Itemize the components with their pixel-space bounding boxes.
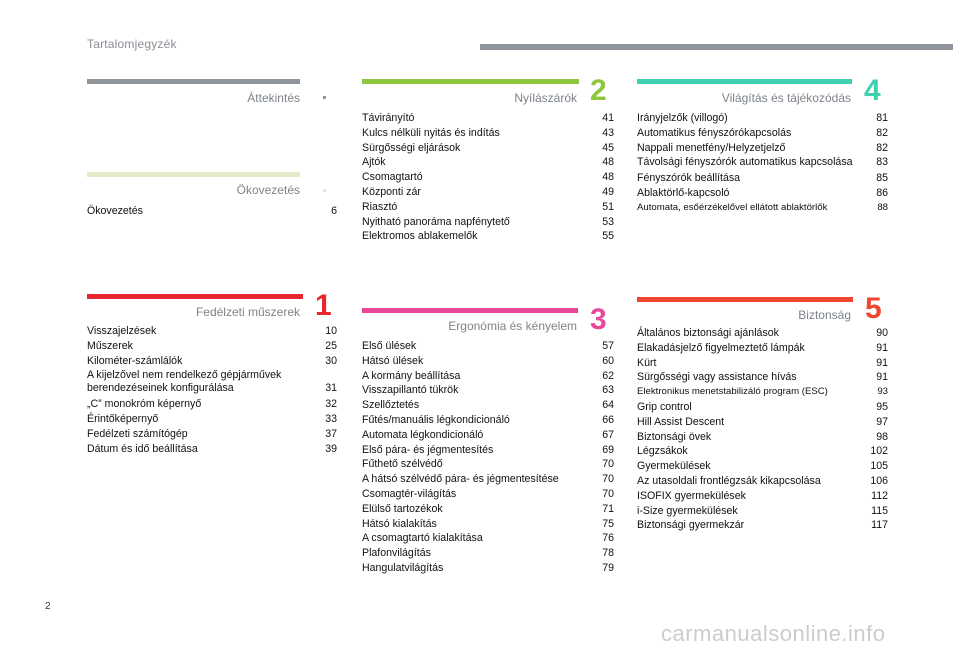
- toc-entry-page: 31: [325, 382, 337, 395]
- section-number: 2: [590, 74, 607, 107]
- toc-entry-label: Központi zár: [362, 185, 421, 198]
- toc-entry[interactable]: [637, 201, 888, 216]
- toc-entry-label: Hátsó ülések: [362, 354, 424, 367]
- toc-entry[interactable]: [87, 442, 337, 457]
- toc-entry[interactable]: [362, 354, 614, 369]
- toc-entry-label: Érintőképernyő: [87, 413, 159, 426]
- toc-entry[interactable]: [637, 504, 888, 519]
- toc-entry[interactable]: [637, 126, 888, 141]
- toc-entry-page: 105: [870, 460, 888, 473]
- toc-entry-label: Hill Assist Descent: [637, 415, 725, 428]
- toc-entry-label: Elakadásjelző figyelmeztető lámpák: [637, 341, 805, 354]
- toc-entry-page: 88: [877, 201, 888, 213]
- toc-entry-label: Kulcs nélküli nyitás és indítás: [362, 126, 500, 139]
- header-divider-bar: [480, 44, 953, 50]
- toc-entry-page: 91: [876, 356, 888, 369]
- toc-entry[interactable]: [362, 531, 614, 546]
- section-bar: [637, 297, 853, 302]
- toc-entry-label: Nappali menetfény/Helyzetjelző: [637, 141, 786, 154]
- toc-entry-label: Grip control: [637, 400, 692, 413]
- toc-entry-label: Sürgősségi vagy assistance hívás: [637, 371, 797, 384]
- toc-entry[interactable]: [637, 156, 888, 169]
- toc-entry[interactable]: [362, 472, 614, 487]
- toc-entry-label: Távolsági fényszórók automatikus kapcsolása: [637, 156, 853, 169]
- toc-entry[interactable]: [362, 546, 614, 561]
- toc-entry[interactable]: [362, 111, 614, 126]
- section-number: 1: [315, 289, 332, 322]
- toc-entry-page: 81: [876, 112, 888, 124]
- section-title: Biztonság: [798, 308, 851, 322]
- toc-entry-page: 91: [876, 341, 888, 354]
- toc-entry-page: 83: [876, 156, 888, 169]
- toc-entry-page: 98: [876, 430, 888, 443]
- toc-entry[interactable]: [637, 444, 888, 459]
- toc-entry[interactable]: [362, 339, 614, 354]
- toc-entry-page: 39: [325, 442, 337, 455]
- toc-entry-page: 79: [602, 561, 614, 574]
- toc-entry[interactable]: [87, 412, 337, 427]
- toc-entry-page: 95: [876, 400, 888, 413]
- toc-entry-page: 63: [602, 384, 614, 397]
- toc-entry[interactable]: [637, 518, 888, 533]
- toc-entry-label: Automatikus fényszórókapcsolás: [637, 126, 792, 139]
- toc-entry-label: Riasztó: [362, 200, 398, 213]
- toc-entry[interactable]: [362, 443, 614, 458]
- toc-entry[interactable]: [637, 474, 888, 489]
- toc-list: [362, 339, 614, 576]
- toc-entry-page: 67: [602, 428, 614, 441]
- toc-list: [637, 326, 888, 533]
- toc-entry-label: Kilométer-számlálók: [87, 354, 183, 367]
- toc-entry-label: Hátsó kialakítás: [362, 517, 437, 530]
- page-header-title: Tartalomjegyzék: [87, 37, 177, 51]
- toc-entry-label: Fényszórók beállítása: [637, 172, 741, 185]
- toc-entry[interactable]: [362, 229, 614, 244]
- toc-entry-page: 112: [871, 489, 888, 502]
- section-number: 5: [865, 292, 882, 325]
- toc-entry[interactable]: [87, 369, 337, 395]
- toc-entry[interactable]: [637, 341, 888, 356]
- toc-entry-page: 82: [876, 141, 888, 154]
- toc-entry[interactable]: [362, 170, 614, 185]
- toc-entry-label: Első pára- és jégmentesítés: [362, 443, 494, 456]
- toc-entry[interactable]: [362, 487, 614, 502]
- toc-list: [637, 111, 888, 216]
- toc-entry-page: 41: [602, 112, 614, 124]
- toc-entry-label: Ökovezetés: [87, 205, 143, 217]
- toc-entry[interactable]: [362, 413, 614, 428]
- section-bar: [637, 79, 852, 84]
- section-bar: [87, 79, 300, 84]
- toc-entry-page: 85: [876, 172, 888, 185]
- toc-entry-page: 51: [602, 200, 614, 213]
- toc-entry-page: 86: [876, 187, 888, 200]
- toc-entry[interactable]: [362, 200, 614, 215]
- toc-entry-page: 75: [602, 517, 614, 530]
- toc-entry[interactable]: [87, 339, 337, 354]
- section-bar: [87, 294, 303, 299]
- toc-entry-label: Automata légkondicionáló: [362, 428, 484, 441]
- toc-entry-label: Szellőztetés: [362, 399, 420, 412]
- toc-entry[interactable]: [87, 397, 337, 412]
- toc-entry-page: 10: [325, 325, 337, 337]
- toc-entry-label: Elülső tartozékok: [362, 502, 443, 515]
- toc-entry-page: 97: [876, 415, 888, 428]
- section-title: Áttekintés: [247, 91, 300, 105]
- section-title: Fedélzeti műszerek: [195, 305, 300, 319]
- toc-entry-page: 57: [602, 340, 614, 352]
- toc-entry-label: ISOFIX gyermekülések: [637, 489, 746, 502]
- toc-entry[interactable]: [362, 428, 614, 443]
- toc-list: [87, 204, 337, 219]
- toc-entry[interactable]: [362, 141, 614, 156]
- toc-entry-page: 45: [602, 141, 614, 154]
- toc-entry-label: Biztonsági gyermekzár: [637, 519, 745, 532]
- toc-entry[interactable]: [362, 398, 614, 413]
- toc-entry-page: 93: [877, 386, 888, 398]
- toc-entry-label: Első ülések: [362, 340, 417, 352]
- toc-entry[interactable]: [362, 215, 614, 230]
- toc-entry-label: Biztonsági övek: [637, 430, 712, 443]
- toc-entry-label: Ajtók: [362, 156, 386, 169]
- toc-entry-page: 70: [602, 473, 614, 486]
- toc-entry[interactable]: [362, 561, 614, 576]
- toc-entry-label: A csomagtartó kialakítása: [362, 532, 483, 545]
- toc-entry-label: Irányjelzők (villogó): [637, 112, 728, 124]
- toc-entry-label: Nyitható panoráma napfénytető: [362, 215, 510, 228]
- section-title: Nyílászárók: [514, 91, 577, 105]
- section-bar: [362, 308, 578, 313]
- section-title: Világítás és tájékozódás: [721, 91, 851, 105]
- toc-entry-page: 32: [325, 398, 337, 411]
- toc-entry[interactable]: [637, 459, 888, 474]
- toc-entry-label: „C” monokróm képernyő: [87, 398, 202, 411]
- toc-entry[interactable]: [637, 111, 888, 126]
- toc-entry-page: 78: [602, 547, 614, 560]
- toc-entry-page: 48: [602, 171, 614, 184]
- toc-entry[interactable]: [362, 457, 614, 472]
- toc-entry-page: 71: [602, 502, 614, 515]
- toc-entry-label: A hátsó szélvédő pára- és jégmentesítése: [362, 473, 559, 486]
- toc-entry-page: 49: [602, 185, 614, 198]
- toc-entry-page: 82: [876, 126, 888, 139]
- watermark: carmanualsonline.info: [661, 621, 886, 646]
- toc-entry-page: 117: [871, 519, 888, 532]
- toc-entry-page: 53: [602, 215, 614, 228]
- toc-entry-label: Hangulatvilágítás: [362, 561, 444, 574]
- toc-entry-label: Általános biztonsági ajánlások: [637, 327, 779, 339]
- toc-entry-page: 6: [331, 205, 337, 217]
- toc-entry-page: 102: [870, 445, 888, 458]
- toc-entry[interactable]: [87, 324, 337, 339]
- toc-entry-label: Légzsákok: [637, 445, 688, 458]
- toc-entry-page: 25: [325, 339, 337, 352]
- toc-entry-label: Gyermekülések: [637, 460, 711, 473]
- toc-entry-label: Az utasoldali frontlégzsák kikapcsolása: [637, 474, 821, 487]
- toc-entry-label: Visszapillantó tükrök: [362, 384, 459, 397]
- toc-entry-label: Elektromos ablakemelők: [362, 230, 478, 243]
- toc-list: [362, 111, 614, 244]
- toc-entry-page: 69: [602, 443, 614, 456]
- section-title: Ökovezetés: [236, 183, 300, 197]
- toc-entry-page: 91: [876, 371, 888, 384]
- toc-entry-label: A kijelzővel nem rendelkező gépjárművek berendezéseinek konfigurálása: [87, 369, 282, 395]
- toc-entry[interactable]: [362, 155, 614, 170]
- toc-entry[interactable]: [637, 385, 888, 400]
- toc-entry-page: 33: [325, 413, 337, 426]
- toc-entry-label: Fűtés/manuális légkondicionáló: [362, 413, 510, 426]
- toc-entry-page: 64: [602, 399, 614, 412]
- toc-entry-label: Csomagtartó: [362, 171, 423, 184]
- toc-entry[interactable]: [637, 326, 888, 341]
- toc-entry[interactable]: [362, 126, 614, 141]
- toc-entry[interactable]: [87, 204, 337, 219]
- toc-entry[interactable]: [637, 186, 888, 201]
- toc-entry[interactable]: [637, 356, 888, 371]
- toc-entry-label: Fedélzeti számítógép: [87, 427, 188, 440]
- toc-entry-page: 62: [602, 369, 614, 382]
- toc-list: [87, 324, 337, 457]
- section-marker: [323, 96, 326, 99]
- toc-entry[interactable]: [637, 141, 888, 156]
- toc-entry-page: 37: [325, 427, 337, 440]
- toc-entry-page: 66: [602, 413, 614, 426]
- section-marker: [323, 189, 326, 192]
- toc-entry-label: Távirányító: [362, 112, 415, 124]
- section-title: Ergonómia és kényelem: [448, 319, 577, 333]
- toc-entry-label: Visszajelzések: [87, 325, 157, 337]
- toc-entry-page: 30: [325, 354, 337, 367]
- section-bar: [362, 79, 579, 84]
- toc-entry[interactable]: [87, 354, 337, 369]
- toc-entry[interactable]: [362, 383, 614, 398]
- page-number: 2: [45, 601, 51, 612]
- toc-entry[interactable]: [637, 171, 888, 186]
- toc-entry-label: Kürt: [637, 356, 657, 369]
- toc-entry-label: Csomagtér-világítás: [362, 487, 457, 500]
- toc-entry[interactable]: [637, 370, 888, 385]
- toc-entry-page: 106: [870, 474, 888, 487]
- toc-entry-page: 70: [602, 487, 614, 500]
- toc-entry-label: Fűthető szélvédő: [362, 458, 443, 471]
- toc-entry-label: A kormány beállítása: [362, 369, 461, 382]
- toc-entry[interactable]: [362, 369, 614, 384]
- toc-entry-label: Műszerek: [87, 339, 133, 352]
- toc-entry-page: 115: [871, 504, 888, 517]
- section-number: 4: [864, 74, 881, 107]
- toc-entry-page: 60: [602, 354, 614, 367]
- toc-entry-label: Ablaktörlő-kapcsoló: [637, 187, 730, 200]
- toc-entry[interactable]: [637, 489, 888, 504]
- toc-entry-label: Dátum és idő beállítása: [87, 442, 198, 455]
- toc-entry-page: 76: [602, 532, 614, 545]
- toc-entry-page: 90: [876, 327, 888, 339]
- toc-entry-label: Automata, esőérzékelővel ellátott ablaktörlők: [637, 201, 828, 213]
- toc-entry-label: i-Size gyermekülések: [637, 504, 738, 517]
- toc-entry-label: Elektronikus menetstabilizáló program (ESC): [637, 386, 828, 398]
- toc-entry[interactable]: [362, 517, 614, 532]
- toc-entry-page: 48: [602, 156, 614, 169]
- toc-entry-label: Sürgősségi eljárások: [362, 141, 461, 154]
- toc-entry-page: 43: [602, 126, 614, 139]
- toc-entry-page: 55: [602, 230, 614, 243]
- toc-entry[interactable]: [637, 400, 888, 415]
- toc-entry-label: Plafonvilágítás: [362, 547, 431, 560]
- toc-entry[interactable]: [87, 427, 337, 442]
- toc-entry[interactable]: [362, 185, 614, 200]
- section-number: 3: [590, 303, 607, 336]
- toc-entry[interactable]: [362, 502, 614, 517]
- toc-entry[interactable]: [637, 415, 888, 430]
- toc-entry[interactable]: [637, 430, 888, 445]
- section-bar: [87, 172, 300, 177]
- toc-entry-page: 70: [602, 458, 614, 471]
